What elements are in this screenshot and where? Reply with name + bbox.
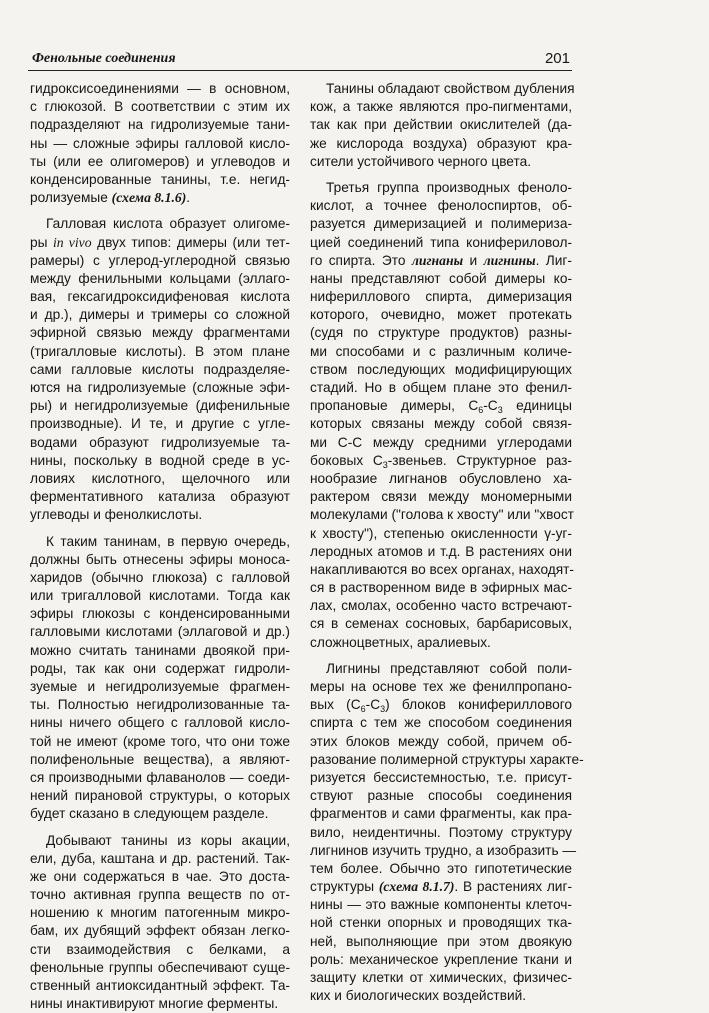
text-line: спирта с тем же способом соединения — [310, 714, 572, 732]
latin-term: in vivo — [53, 235, 92, 250]
left-column — [30, 80, 290, 1013]
text-line: ются на гидролизуемые (сложные эфи- — [30, 379, 290, 397]
text-line: ственный антиоксидантный эффект. Та- — [30, 977, 290, 995]
text-line: которых связаны между собой связя- — [310, 415, 572, 433]
text-line: леродных атомов и т.д. В растениях они — [310, 543, 572, 561]
text-line: к хвосту"), степенью окисленности γ-уг- — [310, 525, 572, 543]
text-line: ты. Полностью негидролизованные та- — [30, 696, 290, 714]
text-line: нений пирановой структуры, о которых — [30, 787, 290, 805]
text-line: ры) и негидролизуемые (дифенильные — [30, 397, 290, 415]
paragraph — [310, 660, 572, 1006]
text-line: нины, поскольку в водной среде в ус- — [30, 452, 290, 470]
text-line: с глюкозой. В соответствии с этим их — [30, 98, 290, 116]
page-number: 201 — [545, 50, 570, 67]
text-line: углеводы и фенолкислоты. — [30, 506, 290, 524]
text-line: эфирной связью между фрагментами — [30, 324, 290, 342]
text-line: конденсированные танины, т.е. негид- — [30, 171, 290, 189]
text-line: ких и биологических воздействий. — [310, 987, 572, 1005]
paragraph — [30, 80, 290, 207]
text-line: ры in vivo двух типов: димеры (или тет- — [30, 234, 290, 252]
text-line: зуемые и негидролизуемые фрагмен- — [30, 678, 290, 696]
text-line: ношению к многим патогенным микро- — [30, 904, 290, 922]
text-line: ловиях кислотного, щелочного или — [30, 470, 290, 488]
text-line: Третья группа производных феноло- — [310, 179, 572, 197]
section-title: Фенольные соединения — [32, 51, 176, 67]
text-line: или тригалловой кислотами. Тогда как — [30, 587, 290, 605]
text-line: рамеры) с углерод-углеродной связью — [30, 252, 290, 270]
text-line: вило, неидентичны. Поэтому структуру — [310, 824, 572, 842]
text-line: вых $(C_6-C_3)$ блоков конифериллового — [310, 696, 572, 714]
text-line: ели, дуба, каштана и др. растений. Так- — [30, 850, 290, 868]
text-line: нины — это важные компоненты клеточ- — [310, 896, 572, 914]
text-line: харидов (обычно глюкоза) с галловой — [30, 569, 290, 587]
text-line: наны представляют собой димеры ко- — [310, 270, 572, 288]
text-line: вая, гексагидроксидифеновая кислота — [30, 288, 290, 306]
text-line: производные). И те, и другие с угле- — [30, 415, 290, 433]
text-line: нифериллового спирта, димеризация — [310, 288, 572, 306]
text-line: должны быть отнесены эфиры моноса- — [30, 551, 290, 569]
text-line: лигнинов изучить трудно, а изобразить — — [310, 842, 572, 860]
text-line: и др.), димеры и тримеры со сложной — [30, 306, 290, 324]
text-line: пропановые димеры, $C_6-C_3$ единицы — [310, 397, 572, 415]
text-line: сложноцветных, аралиевых. — [310, 634, 572, 652]
text-line: К таким танинам, в первую очередь, — [30, 533, 290, 551]
text-line: го спирта. Это лигнаны и лигнины. Лиг- — [310, 252, 572, 270]
text-line: ми способами и с различным количе- — [310, 343, 572, 361]
term-lignans: лигнаны — [412, 253, 463, 268]
text-line: подразделяют на гидролизуемые тани- — [30, 116, 290, 134]
paragraph — [310, 80, 572, 171]
text-line: той не имеют (кроме того, что они тоже — [30, 733, 290, 751]
text-line: ной стенки опорных и проводящих тка- — [310, 914, 572, 932]
scheme-reference: (схема 8.1.6) — [112, 190, 187, 205]
text-line: между фенильными кольцами (эллаго- — [30, 270, 290, 288]
right-column — [310, 80, 572, 1005]
text-line: ствуют разные способы соединения — [310, 787, 572, 805]
paragraph — [30, 215, 290, 524]
text-line: роды, так как они содержат гидроли- — [30, 660, 290, 678]
text-line: цией соединений типа конифериловол- — [310, 234, 572, 252]
text-line: водами образуют гидролизуемые та- — [30, 434, 290, 452]
text-line: сти взаимодействия с белками, а — [30, 941, 290, 959]
text-line: нины ничего общего с галловой кисло- — [30, 714, 290, 732]
text-line: кож, а также являются про-пигментами, — [310, 98, 572, 116]
text-line: сители устойчивого черного цвета. — [310, 153, 572, 171]
text-line: меры на основе тех же фенилпропано- — [310, 678, 572, 696]
text-line: (тригалловые кислоты). В этом плане — [30, 343, 290, 361]
text-line: кислот, а точнее фенолоспиртов, об- — [310, 197, 572, 215]
scheme-reference: (схема 8.1.7) — [379, 879, 455, 894]
text-line: будет сказано в следующем разделе. — [30, 805, 290, 823]
text-line: сами галловые кислоты подразделяе- — [30, 361, 290, 379]
text-line: ми С-С между средними углеродами — [310, 434, 572, 452]
text-line: структуры (схема 8.1.7). В растениях лиг- — [310, 878, 572, 896]
text-line: ней, выполняющие при этом двоякую — [310, 933, 572, 951]
paragraph — [310, 179, 572, 652]
text-line: так как при действии окислителей (да- — [310, 116, 572, 134]
text-line: галловыми кислотами (эллаговой и др.) — [30, 623, 290, 641]
text-line: ролизуемые (схема 8.1.6). — [30, 189, 290, 207]
text-line: стадий. Но в общем плане это фенил- — [310, 379, 572, 397]
text-line: Добывают танины из коры акации, — [30, 832, 290, 850]
text-line: гидроксисоединениями — в основном, — [30, 80, 290, 98]
text-line: бам, их дубящий эффект обязан легко- — [30, 922, 290, 940]
text-line: Танины обладают свойством дубления — [310, 80, 572, 98]
text-line: тем более. Обычно это гипотетические — [310, 860, 572, 878]
text-line: ферментативного катализа образуют — [30, 488, 290, 506]
text-line: же кислорода воздуха) образуют кра- — [310, 135, 572, 153]
text-line: эфиры глюкозы с конденсированными — [30, 605, 290, 623]
text-line: Лигнины представляют собой поли- — [310, 660, 572, 678]
text-line: Галловая кислота образует олигоме- — [30, 215, 290, 233]
text-line: ты (или ее олигомеров) и углеводов и — [30, 153, 290, 171]
text-line: нообразие лигнанов обусловлено ха- — [310, 470, 572, 488]
text-line: можно считать танинами двоякой при- — [30, 642, 290, 660]
text-line: фрагментов и сами фрагменты, как пра- — [310, 805, 572, 823]
text-line: полифенольные вещества), а являют- — [30, 751, 290, 769]
text-line: точно активная группа веществ по от- — [30, 886, 290, 904]
paragraph — [30, 533, 290, 824]
text-line: ся в растворенном виде в эфирных мас- — [310, 579, 572, 597]
text-line: лах, смолах, особенно часто встречают- — [310, 597, 572, 615]
text-line: этих блоков между собой, причем об- — [310, 733, 572, 751]
term-lignins: лигнины — [484, 253, 536, 268]
text-line: ны — сложные эфиры галловой кисло- — [30, 135, 290, 153]
text-line: роль: механическое укрепление ткани и — [310, 951, 572, 969]
text-line: молекулами ("голова к хвосту" или "хвост — [310, 506, 572, 524]
text-line: ризуется бессистемностью, т.е. присут- — [310, 769, 572, 787]
text-line: же они содержаться в чае. Это доста- — [30, 868, 290, 886]
text-line: нины инактивируют многие ферменты. — [30, 995, 290, 1013]
text-line: ся в семенах сосновых, барбарисовых, — [310, 615, 572, 633]
text-line: ся производными флаванолов — соеди- — [30, 769, 290, 787]
text-line: боковых $C_3$-звеньев. Структурное раз- — [310, 452, 572, 470]
paragraph — [30, 832, 290, 1013]
text-line: защиту клетки от химических, физичес- — [310, 969, 572, 987]
text-line: разуется димеризацией и полимериза- — [310, 215, 572, 233]
text-line: накапливаются во всех органах, находят- — [310, 561, 572, 579]
text-line: фенольные группы обеспечивают суще- — [30, 959, 290, 977]
text-line: которого, очевидно, может протекать — [310, 306, 572, 324]
running-header — [28, 48, 572, 71]
text-line: разование полимерной структуры характе- — [310, 751, 572, 769]
text-line: рактером связи между мономерными — [310, 488, 572, 506]
text-line: ством последующих модифицирующих — [310, 361, 572, 379]
text-line: (судя по структуре продуктов) разны- — [310, 324, 572, 342]
